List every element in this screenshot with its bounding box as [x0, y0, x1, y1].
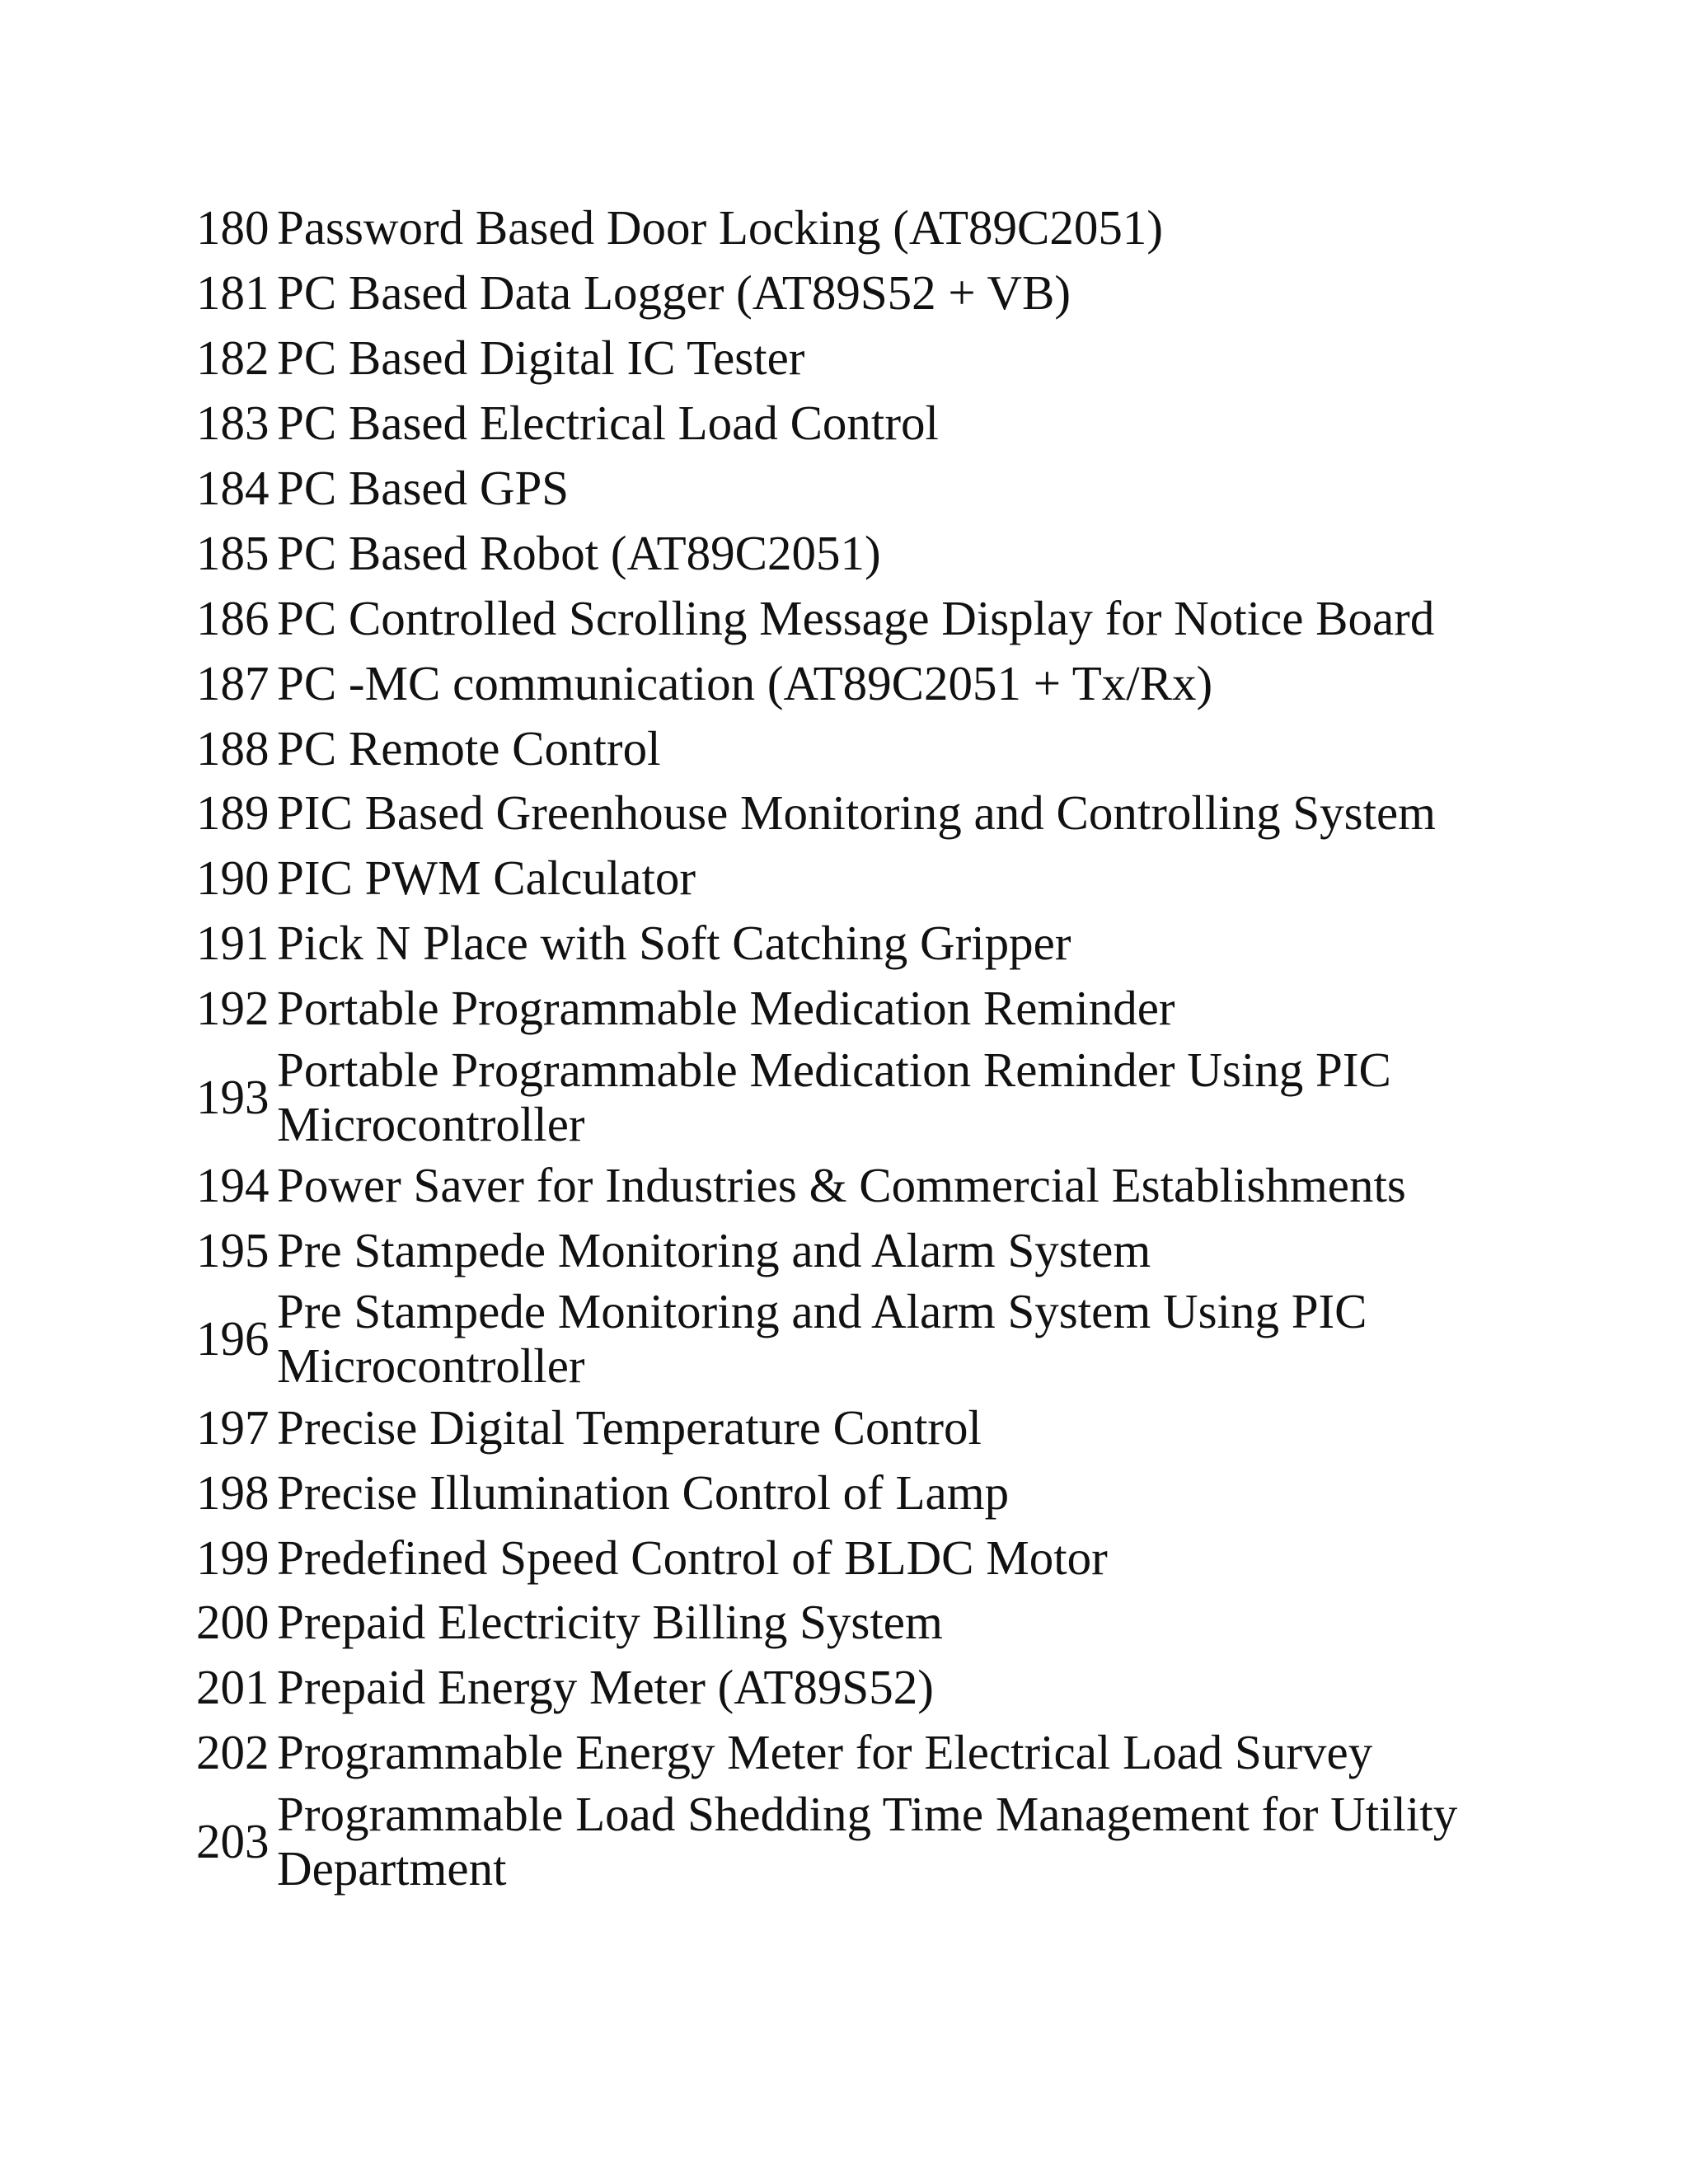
item-number: 191	[196, 916, 270, 971]
item-title: Power Saver for Industries & Commercial Establishments	[277, 1158, 1406, 1213]
item-number: 188	[196, 720, 270, 776]
item-title: Predefined Speed Control of BLDC Motor	[277, 1530, 1108, 1585]
item-title-line: Department	[277, 1840, 507, 1896]
item-number: 182	[196, 330, 270, 386]
list-item	[196, 391, 1515, 456]
list-item	[196, 260, 1515, 326]
item-number: 198	[196, 1465, 270, 1520]
item-title: PC Based Data Logger (AT89S52 + VB)	[277, 265, 1071, 321]
item-number: 197	[196, 1399, 270, 1455]
item-number: 187	[196, 655, 270, 710]
list-item	[196, 715, 1515, 780]
item-title: Prepaid Energy Meter (AT89S52)	[277, 1660, 934, 1715]
item-title: Password Based Door Locking (AT89C2051)	[277, 200, 1163, 255]
item-number: 194	[196, 1158, 270, 1213]
item-number: 186	[196, 590, 270, 645]
item-number: 184	[196, 461, 270, 515]
list-item	[196, 1041, 1515, 1153]
item-title	[277, 1282, 1515, 1394]
list-item	[196, 911, 1515, 976]
item-number: 181	[196, 265, 270, 321]
item-title: PIC PWM Calculator	[277, 851, 696, 906]
project-list	[196, 195, 1515, 1897]
item-title: Pick N Place with Soft Catching Gripper	[277, 916, 1071, 971]
list-item	[196, 1282, 1515, 1394]
item-title: PC Based Digital IC Tester	[277, 330, 805, 386]
list-item	[196, 1525, 1515, 1590]
list-item	[196, 1460, 1515, 1525]
item-number: 200	[196, 1595, 270, 1650]
item-number: 199	[196, 1530, 270, 1585]
list-item	[196, 520, 1515, 585]
item-title: PC Based Electrical Load Control	[277, 396, 939, 451]
item-title: PC -MC communication (AT89C2051 + Tx/Rx)	[277, 655, 1213, 710]
item-title: PIC Based Greenhouse Monitoring and Controlling System	[277, 785, 1437, 841]
item-title: Portable Programmable Medication Reminder	[277, 981, 1175, 1036]
item-title-line: Microcontroller	[277, 1096, 585, 1151]
list-item	[196, 195, 1515, 260]
item-title	[277, 1785, 1515, 1897]
item-title-line: Portable Programmable Medication Reminder Using PIC	[277, 1042, 1391, 1097]
item-title-line: Pre Stampede Monitoring and Alarm System Using PIC	[277, 1284, 1367, 1339]
item-number: 193	[196, 1069, 270, 1124]
list-item	[196, 650, 1515, 715]
item-number: 203	[196, 1813, 270, 1868]
item-number: 183	[196, 396, 270, 451]
list-item	[196, 1655, 1515, 1720]
item-title: Programmable Energy Meter for Electrical Load Survey	[277, 1725, 1373, 1780]
list-item	[196, 1394, 1515, 1460]
list-item	[196, 585, 1515, 650]
item-title: Precise Digital Temperature Control	[277, 1399, 982, 1455]
item-number: 190	[196, 851, 270, 906]
item-number: 201	[196, 1660, 270, 1715]
item-title-line: Programmable Load Shedding Time Management for Utility	[277, 1786, 1458, 1841]
list-item	[196, 846, 1515, 911]
item-title: Precise Illumination Control of Lamp	[277, 1465, 1010, 1520]
item-title: Prepaid Electricity Billing System	[277, 1595, 943, 1650]
item-title: PC Controlled Scrolling Message Display for Notice Board	[277, 590, 1435, 645]
list-item	[196, 326, 1515, 391]
item-title-line: Microcontroller	[277, 1338, 585, 1394]
item-number: 196	[196, 1311, 270, 1366]
item-number: 189	[196, 785, 270, 841]
item-number: 195	[196, 1222, 270, 1277]
item-title: PC Based Robot (AT89C2051)	[277, 525, 881, 580]
item-title: Pre Stampede Monitoring and Alarm System	[277, 1222, 1151, 1277]
list-item	[196, 1217, 1515, 1282]
list-item	[196, 1590, 1515, 1655]
item-number: 185	[196, 525, 270, 580]
item-title: PC Based GPS	[277, 461, 570, 515]
item-title	[277, 1041, 1515, 1153]
item-number: 192	[196, 981, 270, 1036]
list-item	[196, 456, 1515, 521]
item-number: 202	[196, 1725, 270, 1780]
list-item	[196, 780, 1515, 846]
list-item	[196, 1720, 1515, 1785]
list-item	[196, 1785, 1515, 1897]
item-title: PC Remote Control	[277, 720, 661, 776]
list-item	[196, 976, 1515, 1041]
list-item	[196, 1153, 1515, 1218]
item-number: 180	[196, 200, 270, 255]
